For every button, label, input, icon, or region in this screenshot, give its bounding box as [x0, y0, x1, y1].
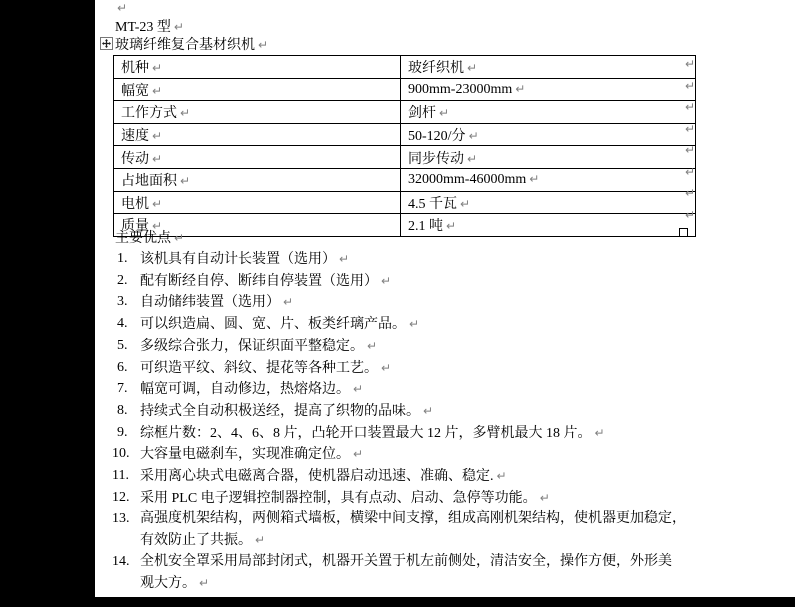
paragraph-mark: ↵	[283, 295, 294, 310]
spec-value-cell[interactable]	[401, 123, 696, 146]
product-title-text: 玻璃纤维复合基材织机	[115, 38, 255, 53]
paragraph-mark: ↵	[367, 338, 378, 353]
list-item[interactable]	[95, 552, 795, 594]
list-item-number: 10.	[112, 446, 130, 462]
advantages-list	[95, 249, 795, 594]
cell-mark: ↵	[529, 172, 540, 187]
spec-label: 电机	[121, 196, 149, 212]
spec-value-cell[interactable]	[401, 78, 696, 101]
list-item-number: 14.	[112, 553, 130, 569]
spec-label: 占地面积	[121, 174, 177, 190]
document-page[interactable]	[95, 0, 795, 597]
spec-value: 2.1 吨	[408, 219, 443, 235]
list-item-number: 3.	[117, 294, 128, 310]
cell-mark: ↵	[439, 106, 450, 121]
spec-value: 同步传动	[408, 151, 464, 167]
end-of-row-mark: ↵	[685, 186, 696, 200]
cell-mark: ↵	[152, 219, 163, 234]
spec-label-cell[interactable]	[114, 146, 401, 169]
list-item-number: 12.	[112, 489, 130, 505]
spec-value-cell[interactable]	[401, 101, 696, 124]
cell-mark: ↵	[152, 129, 163, 144]
spec-value: 32000mm-46000mm	[408, 172, 527, 188]
table-row	[114, 214, 696, 237]
spec-value-cell[interactable]	[401, 191, 696, 214]
list-item[interactable]	[95, 314, 795, 336]
paragraph-mark: ↵	[199, 575, 210, 590]
list-item-text: 全机安全罩采用局部封闭式，机器开关置于机左前侧处，清洁安全，操作方便，外形美	[140, 553, 672, 569]
cell-mark: ↵	[180, 174, 191, 189]
paragraph-mark: ↵	[258, 38, 269, 52]
spec-value-cell[interactable]	[401, 56, 696, 79]
list-item-number: 4.	[117, 316, 128, 332]
end-of-row-mark: ↵	[685, 100, 696, 114]
spec-value: 剑杆	[408, 106, 436, 122]
table-move-handle-icon[interactable]	[100, 37, 113, 50]
paragraph-mark: ↵	[381, 273, 392, 288]
spec-label-cell[interactable]	[114, 78, 401, 101]
list-item-text	[140, 530, 795, 552]
paragraph-mark: ↵	[423, 403, 434, 418]
paragraph-mark: ↵	[539, 490, 550, 505]
table-row	[114, 191, 696, 214]
cell-mark: ↵	[152, 61, 163, 76]
end-of-row-mark: ↵	[685, 165, 696, 179]
paragraph-mark: ↵	[409, 317, 420, 332]
spec-value: 玻纤织机	[408, 61, 464, 77]
list-item-text: 可织造平纹、斜纹、提花等各种工艺。	[140, 360, 378, 376]
spec-label-cell[interactable]	[114, 168, 401, 191]
spec-value-cell[interactable]	[401, 214, 696, 237]
cell-mark: ↵	[152, 151, 163, 166]
list-item-text: 多级综合张力，保证织面平整稳定。	[140, 338, 364, 354]
end-of-row-mark: ↵	[685, 143, 696, 157]
paragraph-mark: ↵	[353, 382, 364, 397]
table-row	[114, 123, 696, 146]
paragraph-mark: ↵	[339, 252, 350, 266]
paragraph-mark: ↵	[381, 360, 392, 375]
list-item[interactable]	[95, 509, 795, 551]
model-title-text: MT-23 型	[115, 20, 171, 35]
list-item[interactable]	[95, 488, 795, 510]
cell-mark: ↵	[515, 81, 526, 96]
list-item[interactable]	[95, 292, 795, 314]
list-item-number: 5.	[117, 337, 128, 353]
spec-table	[113, 55, 696, 237]
end-of-row-mark: ↵	[685, 79, 696, 93]
spec-value-cell[interactable]	[401, 146, 696, 169]
paragraph-mark: ↵	[173, 20, 184, 34]
spec-label: 幅宽	[121, 83, 149, 99]
table-row	[114, 168, 696, 191]
list-item[interactable]	[95, 379, 795, 401]
spec-label: 传动	[121, 151, 149, 167]
list-item[interactable]	[95, 401, 795, 423]
list-item-text-wrap: 观大方。	[140, 575, 196, 591]
model-title-line	[115, 18, 184, 37]
spec-label: 工作方式	[121, 106, 177, 122]
paragraph-mark: ↵	[496, 469, 507, 484]
product-title-line	[115, 36, 268, 55]
list-item[interactable]	[95, 358, 795, 380]
list-item[interactable]	[95, 249, 795, 271]
list-item-number: 8.	[117, 402, 128, 418]
spec-label-cell[interactable]	[114, 101, 401, 124]
cell-mark: ↵	[446, 219, 457, 234]
list-item-text: 配有断经自停、断纬自停装置（选用）	[140, 273, 378, 289]
list-item-text: 综框片数：2、4、6、8 片，凸轮开口装置最大 12 片，多臂机最大 18 片。	[140, 425, 592, 441]
table-row	[114, 56, 696, 79]
list-item[interactable]	[95, 336, 795, 358]
list-item-number: 13.	[112, 511, 130, 527]
spec-label-cell[interactable]	[114, 56, 401, 79]
cell-mark: ↵	[180, 106, 191, 121]
list-item-text: 大容量电磁刹车，实现准确定位。	[140, 447, 350, 463]
paragraph-mark: ↵	[353, 447, 364, 462]
paragraph-mark: ↵	[174, 231, 185, 245]
table-row	[114, 146, 696, 169]
end-of-row-mark: ↵	[685, 57, 696, 71]
cell-mark: ↵	[467, 151, 478, 166]
list-item-number: 2.	[117, 272, 128, 288]
spec-value-cell[interactable]	[401, 168, 696, 191]
spec-label: 速度	[121, 129, 149, 145]
list-item-text: 采用 PLC 电子逻辑控制器控制，具有点动、启动、急停等功能。	[140, 490, 537, 506]
list-item-text: 持续式全自动积极送经，提高了织物的品味。	[140, 403, 420, 419]
paragraph-mark: ↵	[594, 425, 605, 440]
list-item-text: 自动储纬装置（选用）	[140, 295, 280, 311]
spec-label-cell[interactable]	[114, 191, 401, 214]
spec-table-region	[113, 55, 713, 237]
list-item-text: 该机具有自动计长装置（选用）	[140, 252, 336, 267]
spec-label: 质量	[121, 219, 149, 235]
list-item-number: 9.	[117, 424, 128, 440]
list-item-text	[140, 573, 795, 595]
cell-mark: ↵	[152, 196, 163, 211]
paragraph-mark: ↵	[255, 533, 266, 548]
end-of-row-mark: ↵	[685, 122, 696, 136]
advantages-heading-text: 主要优点	[115, 231, 171, 246]
spec-label: 机种	[121, 61, 149, 77]
list-item[interactable]	[95, 444, 795, 466]
table-row	[114, 78, 696, 101]
spec-label-cell[interactable]	[114, 123, 401, 146]
list-item-text: 高强度机架结构，两侧箱式墙板，横梁中间支撑，组成高刚机架结构，使机器更加稳定，	[140, 511, 686, 527]
table-row	[114, 101, 696, 124]
list-item-number: 1.	[117, 251, 128, 266]
cell-mark: ↵	[468, 129, 479, 144]
cell-mark: ↵	[460, 196, 471, 211]
list-item[interactable]	[95, 423, 795, 445]
list-item-number: 6.	[117, 359, 128, 375]
end-of-row-mark: ↵	[685, 208, 696, 222]
spec-value: 900mm-23000mm	[408, 81, 513, 97]
list-item-number: 7.	[117, 381, 128, 397]
cell-mark: ↵	[467, 61, 478, 76]
list-item[interactable]	[95, 271, 795, 293]
list-item-number: 11.	[112, 468, 129, 484]
paragraph-mark: ↵	[117, 1, 128, 15]
spec-value: 50-120/分	[408, 129, 466, 145]
table-resize-handle[interactable]	[679, 228, 688, 237]
four-way-arrow-icon	[102, 39, 111, 48]
list-item-text: 幅宽可调，自动修边，热熔烙边。	[140, 382, 350, 398]
list-item-text: 可以织造扁、圆、宽、片、板类纤璃产品。	[140, 317, 406, 333]
list-item[interactable]	[95, 466, 795, 488]
spec-value: 4.5 千瓦	[408, 196, 457, 212]
advantages-heading	[115, 228, 184, 249]
cell-mark: ↵	[152, 83, 163, 98]
list-item-text: 采用离心块式电磁离合器，使机器启动迅速、准确、稳定.	[140, 469, 494, 485]
list-item-text-wrap: 有效防止了共振。	[140, 533, 252, 549]
